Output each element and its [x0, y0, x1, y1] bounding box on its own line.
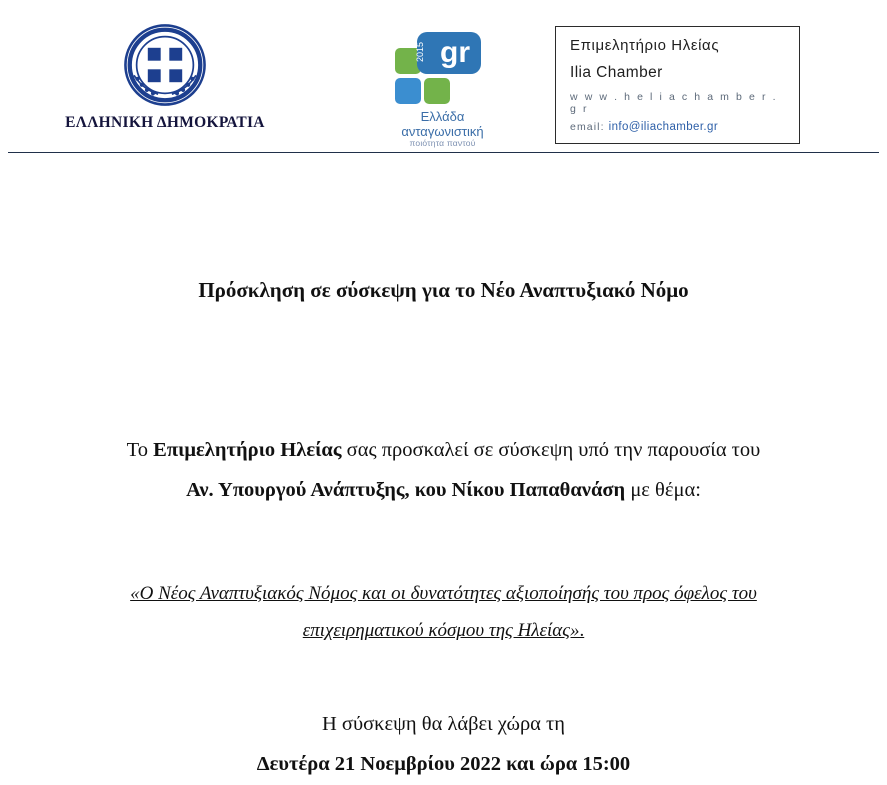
chamber-website[interactable]: w w w . h e l i a c h a m b e r . g r: [570, 91, 778, 115]
invitation-text-a: Το: [126, 439, 154, 461]
minister-name: Αν. Υπουργού Ανάπτυξης, κου Νίκου Παπαθανάση: [186, 478, 626, 501]
svg-text:gr: gr: [439, 36, 470, 69]
invitation-paragraph: [66, 431, 821, 511]
gr-caption-line2: ανταγωνιστική: [401, 123, 484, 139]
svg-text:2015: 2015: [414, 41, 425, 63]
gr-logo-caption: [401, 110, 483, 149]
chamber-name-en: Ilia Chamber: [570, 64, 663, 81]
topic-quote-line-1: «Ο Νέος Αναπτυξιακός Νόμος και οι δυνατότητες αξιοποίησής του προς όφελος του: [130, 582, 757, 604]
topic-quote-period: .: [579, 619, 585, 641]
gr-competitive-greece-logo-icon: [393, 18, 493, 106]
schedule-line-2: [66, 745, 821, 785]
chamber-email-label: email:: [570, 121, 605, 133]
letterhead: [0, 0, 887, 150]
chamber-email-row: [570, 121, 787, 133]
gr-caption-line1: Ελλάδα: [420, 109, 465, 124]
schedule-line-1: Η σύσκεψη θα λάβει χώρα τη: [321, 713, 566, 736]
chamber-name-gr: Επιμελητήριο Ηλείας: [570, 37, 720, 54]
invitation-line-1: [66, 431, 821, 471]
greek-republic-emblem-icon: [122, 22, 208, 108]
gr-logo-block: [330, 8, 555, 149]
chamber-block: [555, 8, 887, 144]
republic-label: ΕΛΛΗΝΙΚΗ ΔΗΜΟΚΡΑΤΙΑ: [65, 114, 265, 131]
schedule-paragraph: [66, 705, 821, 785]
invitation-line-2: [66, 471, 821, 511]
schedule-date: Δευτέρα 21 Νοεμβρίου 2022: [256, 753, 501, 775]
schedule-time: και ώρα 15:00: [501, 753, 631, 775]
topic-quote-line-2: [66, 612, 821, 649]
invitation-text-c: σας προσκαλεί σε σύσκεψη υπό την παρουσία του: [341, 439, 761, 461]
chamber-email[interactable]: info@iliachamber.gr: [608, 121, 719, 133]
topic-quote: [66, 575, 821, 649]
chamber-contact-box: [555, 26, 800, 144]
invitation-topic-intro: με θέμα:: [625, 478, 701, 501]
header-divider: [8, 152, 879, 153]
gr-caption-line3: ποιότητα παντού: [409, 138, 476, 149]
chamber-name-inline: Επιμελητήριο Ηλείας: [153, 439, 342, 461]
document-body: [0, 278, 887, 785]
republic-block: [0, 8, 330, 132]
topic-quote-line-2-text: επιχειρηματικού κόσμου της Ηλείας»: [302, 619, 580, 641]
page-title: Πρόσκληση σε σύσκεψη για το Νέο Αναπτυξιακό Νόμο: [198, 278, 689, 302]
